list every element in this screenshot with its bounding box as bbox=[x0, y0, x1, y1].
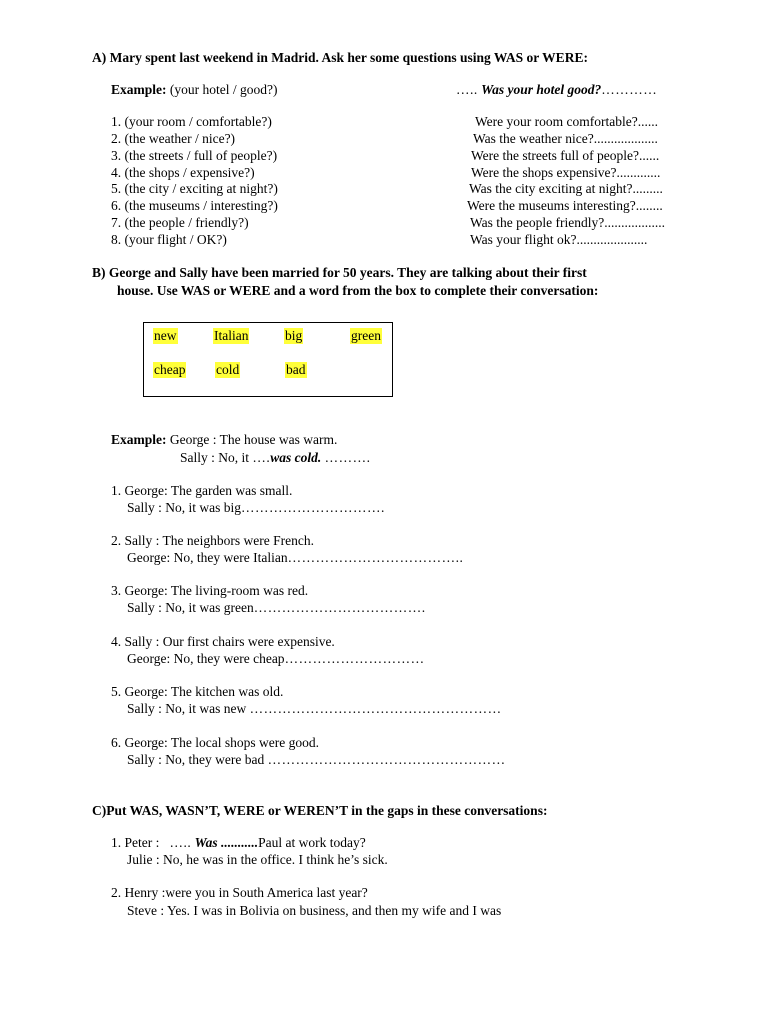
section-c-item2-line1: 2. Henry :were you in South America last year? bbox=[111, 885, 368, 900]
section-b-a2 bbox=[127, 550, 463, 566]
section-a-answer-8: Was your flight ok?..................... bbox=[470, 232, 648, 247]
word-cold: cold bbox=[216, 362, 240, 377]
example-label: Example: bbox=[111, 82, 167, 97]
answer-text: Sally : No, it was new bbox=[127, 701, 247, 716]
question-rest: Paul at work today? bbox=[258, 835, 366, 850]
section-b-q2: 2. Sally : The neighbors were French. bbox=[111, 533, 314, 548]
section-c-item2-line2: Steve : Yes. I was in Bolivia on business, and then my wife and I was bbox=[127, 903, 502, 918]
example-dialogue: George : The house was warm. bbox=[169, 432, 338, 447]
answer-dots: ……………………………….. bbox=[287, 550, 464, 565]
section-b-q5: 5. George: The kitchen was old. bbox=[111, 684, 284, 699]
example-reply: Sally : No, it bbox=[180, 450, 250, 465]
section-b-a5 bbox=[127, 701, 502, 717]
word-cheap: cheap bbox=[154, 362, 186, 377]
example-label: Example: bbox=[111, 432, 167, 447]
section-a-prompt-1: 1. (your room / comfortable?) bbox=[111, 114, 272, 129]
section-b-a1 bbox=[127, 500, 385, 516]
gap-dots: ….. bbox=[169, 835, 192, 850]
section-a-answer-1: Were your room comfortable?...... bbox=[475, 114, 658, 129]
example-dots-after: ………… bbox=[601, 82, 658, 97]
section-b-example-line2 bbox=[180, 450, 371, 466]
word-green: green bbox=[351, 328, 381, 343]
word-big: big bbox=[285, 328, 303, 343]
word-box bbox=[143, 322, 393, 397]
word-bad: bad bbox=[286, 362, 306, 377]
section-a-heading: A) Mary spent last weekend in Madrid. Ask her some questions using WAS or WERE: bbox=[92, 50, 588, 65]
example-prompt: (your hotel / good?) bbox=[169, 82, 278, 97]
answer-text: Sally : No, it was big bbox=[127, 500, 241, 515]
section-c-heading: C)Put WAS, WASN’T, WERE or WEREN’T in the gaps in these conversations: bbox=[92, 803, 548, 818]
word-new: new bbox=[154, 328, 177, 343]
answer-dots: ………………………………. bbox=[253, 600, 426, 615]
section-b-q1: 1. George: The garden was small. bbox=[111, 483, 293, 498]
section-a-prompt-2: 2. (the weather / nice?) bbox=[111, 131, 236, 146]
answer-dots: …………………………………………… bbox=[267, 752, 506, 767]
section-a-answer-3: Were the streets full of people?...... bbox=[471, 148, 660, 163]
section-b-a4 bbox=[127, 651, 425, 667]
answer-text: Sally : No, they were bad bbox=[127, 752, 265, 767]
answer-dots: ………………………… bbox=[284, 651, 425, 666]
section-a-answer-2: Was the weather nice?................... bbox=[473, 131, 658, 146]
section-b-example-line1 bbox=[111, 432, 337, 448]
section-c-item1-line2: Julie : No, he was in the office. I think he’s sick. bbox=[127, 852, 388, 867]
word-italian: Italian bbox=[214, 328, 249, 343]
answer-dots: …………………………. bbox=[241, 500, 385, 515]
section-b-q3: 3. George: The living-room was red. bbox=[111, 583, 309, 598]
example-answer: Was your hotel good? bbox=[481, 82, 602, 97]
example-answer: was cold. bbox=[270, 450, 322, 465]
section-b-a3 bbox=[127, 600, 426, 616]
example-dots-after: ………. bbox=[324, 450, 371, 465]
section-b-a6 bbox=[127, 752, 506, 768]
example-dots: …. bbox=[252, 450, 271, 465]
section-b-q4: 4. Sally : Our first chairs were expensive. bbox=[111, 634, 335, 649]
section-a-prompt-3: 3. (the streets / full of people?) bbox=[111, 148, 278, 163]
example-dots-before: ….. bbox=[456, 82, 478, 97]
answer-text: George: No, they were cheap bbox=[127, 651, 285, 666]
speaker: 1. Peter : bbox=[111, 835, 160, 850]
section-a-answer-5: Was the city exciting at night?......... bbox=[469, 181, 663, 196]
answer-text: Sally : No, it was green bbox=[127, 600, 254, 615]
section-a-answer-7: Was the people friendly?.................. bbox=[470, 215, 665, 230]
section-a-prompt-5: 5. (the city / exciting at night?) bbox=[111, 181, 278, 196]
gap-answer: Was ........... bbox=[194, 835, 259, 850]
section-a-prompt-6: 6. (the museums / interesting?) bbox=[111, 198, 278, 213]
section-a-example bbox=[111, 82, 277, 98]
section-c-item1-line1 bbox=[111, 835, 366, 851]
answer-dots: ……………………………………………… bbox=[249, 701, 502, 716]
section-a-example-answer bbox=[456, 82, 657, 98]
section-a-prompt-4: 4. (the shops / expensive?) bbox=[111, 165, 255, 180]
section-a-answer-4: Were the shops expensive?............. bbox=[471, 165, 661, 180]
section-b-q6: 6. George: The local shops were good. bbox=[111, 735, 319, 750]
answer-text: George: No, they were Italian bbox=[127, 550, 288, 565]
section-b-heading-line1: B) George and Sally have been married for 50 years. They are talking about their first bbox=[92, 265, 587, 280]
section-a-answer-6: Were the museums interesting?........ bbox=[467, 198, 663, 213]
section-a-prompt-7: 7. (the people / friendly?) bbox=[111, 215, 249, 230]
section-a-prompt-8: 8. (your flight / OK?) bbox=[111, 232, 227, 247]
section-b-heading-line2: house. Use WAS or WERE and a word from the box to complete their conversation: bbox=[117, 283, 599, 298]
